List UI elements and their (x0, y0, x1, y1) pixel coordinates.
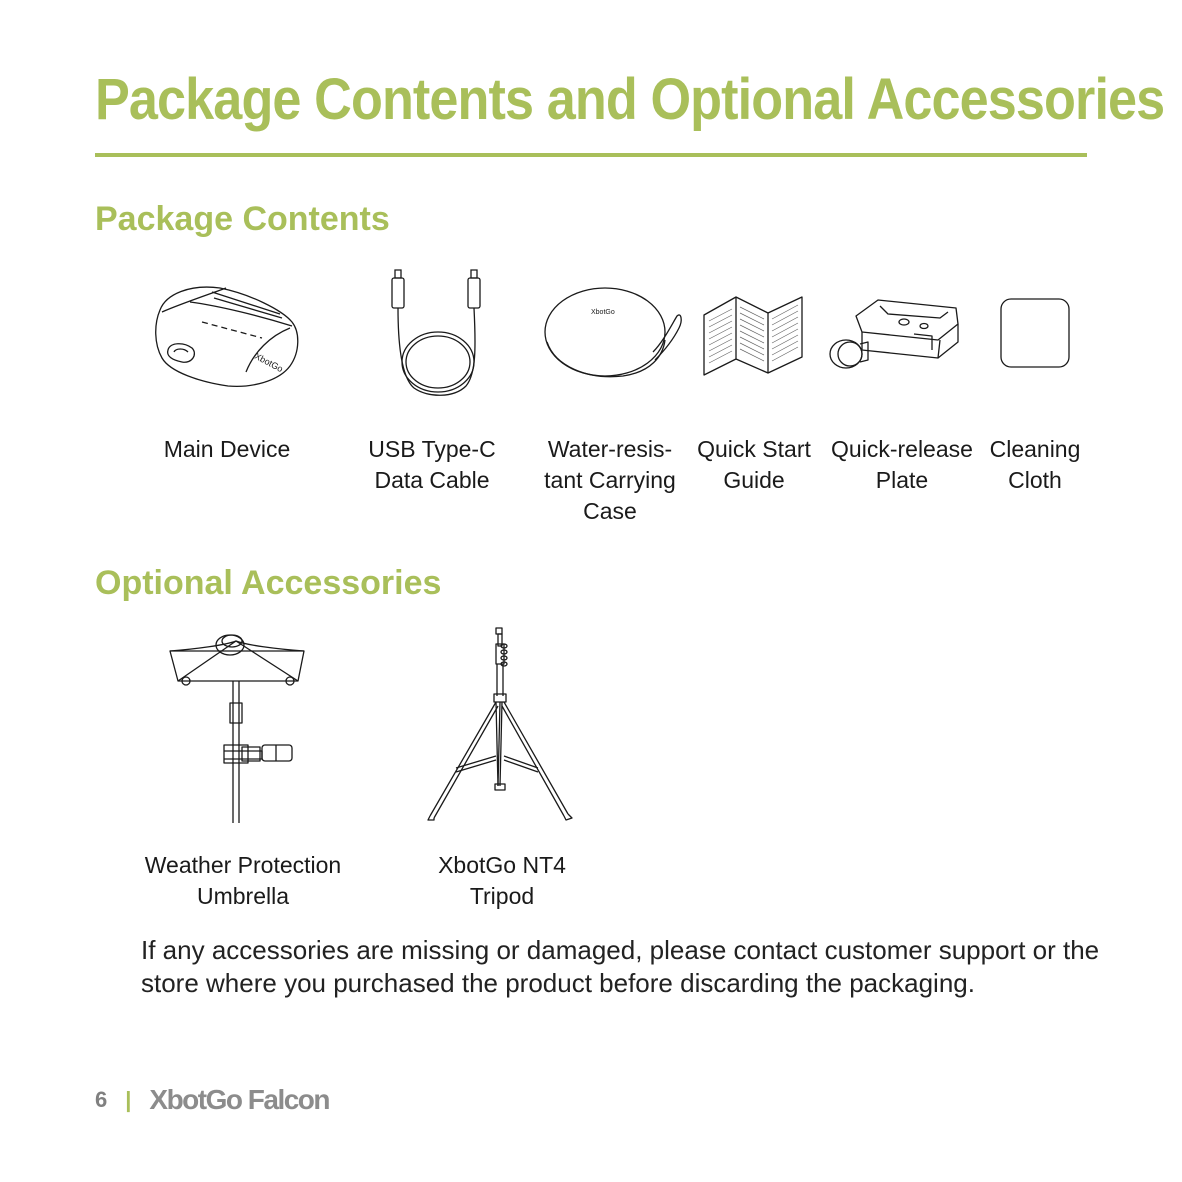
usb-cable-icon (384, 268, 496, 400)
footer-brand: XbotGo Falcon (149, 1084, 330, 1115)
item-label-quick-start-guide: Quick Start Guide (697, 436, 811, 493)
item-label-tripod: XbotGo NT4 Tripod (438, 852, 566, 909)
item-label-usb-cable: USB Type-C Data Cable (368, 436, 496, 493)
title-divider (95, 153, 1087, 157)
quick-release-plate-icon (828, 296, 964, 372)
cleaning-cloth-icon (1000, 298, 1072, 370)
tripod-icon (426, 626, 576, 822)
carrying-case-icon (543, 286, 683, 382)
page-title: Package Contents and Optional Accessories (95, 67, 1165, 132)
item-label-umbrella: Weather Protection Umbrella (144, 852, 342, 909)
guide-icon (702, 293, 806, 377)
main-device-icon (150, 282, 302, 388)
svg-text:XbotGo: XbotGo (253, 350, 285, 375)
item-label-main-device: Main Device (163, 436, 291, 462)
page-number: 6 (95, 1087, 108, 1112)
svg-text:XbotGo: XbotGo (591, 309, 615, 316)
footer-separator: | (125, 1087, 132, 1112)
section-heading-optional-accessories: Optional Accessories (95, 564, 442, 602)
support-note: If any accessories are missing or damaged, please contact customer support or the store where you purchased the product before discarding the packaging. (141, 935, 1100, 998)
page-footer (95, 1084, 329, 1116)
item-label-cleaning-cloth: Cleaning Cloth (989, 436, 1081, 493)
umbrella-icon (166, 627, 308, 825)
item-label-carrying-case: Water-resis- tant Carrying Case (544, 436, 676, 524)
section-heading-package-contents: Package Contents (95, 200, 390, 238)
item-label-quick-release-plate: Quick-release Plate (831, 436, 973, 493)
